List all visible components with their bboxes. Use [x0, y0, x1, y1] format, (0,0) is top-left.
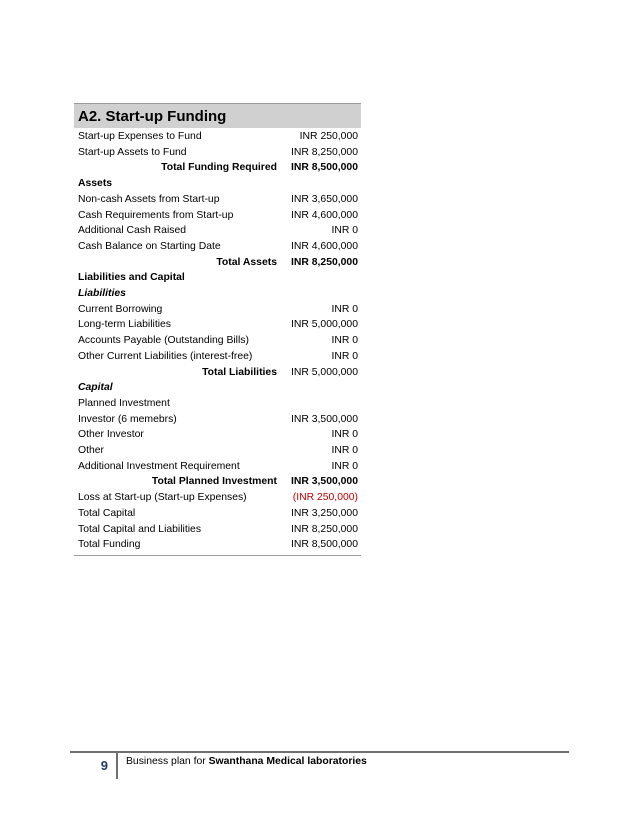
table-row — [74, 380, 361, 396]
row-label: Other Investor — [78, 429, 144, 441]
row-value: INR 0 — [331, 429, 358, 441]
row-label: Non-cash Assets from Start-up — [78, 193, 220, 205]
table-row — [74, 443, 361, 459]
row-value: INR 0 — [331, 445, 358, 457]
row-value: INR 8,500,000 — [290, 539, 358, 551]
row-value: INR 0 — [331, 335, 358, 347]
row-value: INR 4,600,000 — [290, 209, 358, 221]
row-value: INR 0 — [331, 460, 358, 472]
row-label: Accounts Payable (Outstanding Bills) — [78, 335, 249, 347]
row-value: INR 4,600,000 — [290, 240, 358, 252]
table-row — [74, 349, 361, 365]
table-row — [74, 396, 361, 412]
footer-text-prefix: Business plan for — [126, 756, 209, 767]
table-row — [74, 474, 361, 490]
table-title: A2. Start-up Funding — [74, 103, 361, 128]
table-row — [74, 537, 361, 553]
table-row — [74, 412, 361, 428]
row-label: Long-term Liabilities — [78, 319, 171, 331]
table-row — [74, 506, 361, 522]
row-label: Planned Investment — [78, 397, 170, 409]
row-value: INR 8,250,000 — [290, 523, 358, 535]
table-row — [74, 160, 361, 176]
table-row — [74, 208, 361, 224]
table-row — [74, 223, 361, 239]
row-value: INR 8,250,000 — [290, 256, 358, 268]
row-label: Start-up Assets to Fund — [78, 146, 187, 158]
table-row — [74, 333, 361, 349]
row-label: Additional Investment Requirement — [78, 460, 240, 472]
row-label: Start-up Expenses to Fund — [78, 131, 202, 142]
row-value: INR 0 — [331, 225, 358, 237]
table-row — [74, 255, 361, 271]
row-label: Cash Requirements from Start-up — [78, 209, 234, 221]
table-row — [74, 427, 361, 443]
row-label: Total Assets — [216, 256, 277, 268]
table-row — [74, 317, 361, 333]
row-label: Capital — [78, 382, 113, 394]
footer-company-name: Swanthana Medical laboratories — [208, 756, 367, 767]
row-label: Additional Cash Raised — [78, 225, 187, 237]
page-footer — [70, 751, 569, 779]
table-row — [74, 192, 361, 208]
row-label: Total Funding Required — [161, 162, 277, 174]
row-label: Assets — [78, 178, 113, 190]
row-label: Total Funding — [78, 539, 141, 551]
row-label: Liabilities — [78, 288, 126, 300]
table-row — [74, 270, 361, 286]
table-row — [74, 129, 361, 145]
row-label: Cash Balance on Starting Date — [78, 240, 221, 252]
startup-funding-table — [74, 103, 361, 556]
row-value: INR 3,500,000 — [290, 476, 358, 488]
row-label: Loss at Start-up (Start-up Expenses) — [78, 492, 247, 504]
table-row — [74, 239, 361, 255]
row-label: Other — [78, 445, 104, 457]
table-row — [74, 490, 361, 506]
table-row — [74, 522, 361, 538]
table-row — [74, 365, 361, 381]
row-label: Total Capital — [78, 507, 136, 519]
table-row — [74, 302, 361, 318]
page-number: 9 — [100, 758, 108, 773]
row-value: INR 8,500,000 — [290, 162, 358, 174]
row-value: INR 5,000,000 — [290, 319, 358, 331]
row-value: INR 3,650,000 — [290, 193, 358, 205]
table-row — [74, 145, 361, 161]
table-body — [74, 128, 361, 555]
row-label: Liabilities and Capital — [78, 272, 185, 284]
row-label: Current Borrowing — [78, 303, 163, 315]
row-value: INR 8,250,000 — [290, 146, 358, 158]
row-label: Total Planned Investment — [151, 476, 277, 488]
table-row — [74, 286, 361, 302]
row-label: Investor (6 memebrs) — [78, 413, 177, 425]
row-label: Other Current Liabilities (interest-free) — [78, 350, 253, 362]
row-value: INR 3,250,000 — [290, 507, 358, 519]
table-row — [74, 176, 361, 192]
table-row — [74, 459, 361, 475]
page-number-box — [70, 753, 118, 779]
row-value: INR 5,000,000 — [290, 366, 358, 378]
footer-text — [126, 755, 367, 769]
row-label: Total Liabilities — [202, 366, 277, 378]
row-value: INR 0 — [331, 303, 358, 315]
row-value: (INR 250,000) — [292, 492, 358, 504]
row-value: INR 0 — [331, 350, 358, 362]
row-value: INR 250,000 — [299, 131, 358, 142]
row-label: Total Capital and Liabilities — [78, 523, 202, 535]
row-value: INR 3,500,000 — [290, 413, 358, 425]
